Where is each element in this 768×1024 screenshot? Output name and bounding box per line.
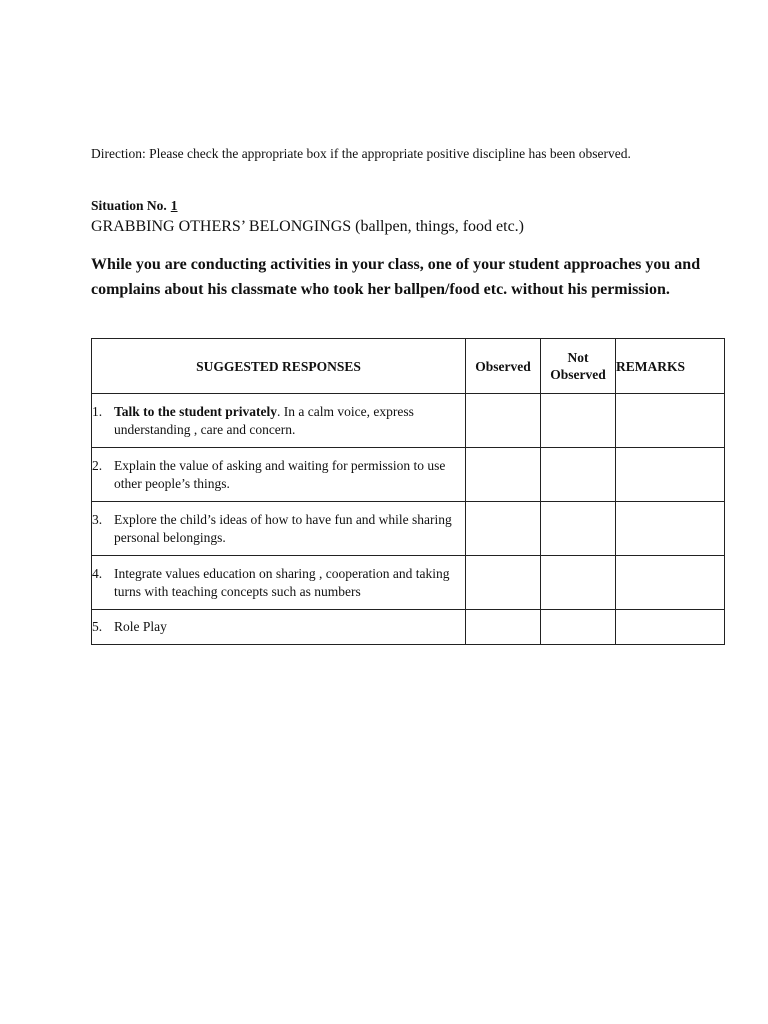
not-observed-checkbox-cell[interactable] [541, 394, 616, 448]
not-observed-checkbox-cell[interactable] [541, 448, 616, 502]
header-suggested-responses: SUGGESTED RESPONSES [92, 339, 466, 394]
header-not-observed-line1: Not [567, 350, 589, 365]
table-row [92, 502, 725, 556]
response-text: Role Play [114, 619, 167, 634]
response-number: 1. [92, 403, 103, 419]
table-header-row [92, 339, 725, 394]
table-row [92, 448, 725, 502]
response-text: Explore the child’s ideas of how to have fun and while sharing personal belongings. [114, 511, 452, 545]
table-row [92, 610, 725, 645]
response-cell [92, 556, 466, 610]
scenario-text: While you are conducting activities in your class, one of your student approaches you and complains about his classmate who took her ballpen/food etc. without his permission. [91, 256, 701, 298]
response-bold-text: Talk to the student privately [114, 403, 278, 419]
table-row [92, 394, 725, 448]
response-number: 4. [92, 565, 103, 581]
not-observed-checkbox-cell[interactable] [541, 502, 616, 556]
response-cell [92, 394, 466, 448]
observed-checkbox-cell[interactable] [466, 556, 541, 610]
response-text: Integrate values education on sharing , cooperation and taking turns with teaching concepts such as numbers [114, 565, 450, 599]
response-plain-text: . In a calm voice, express understanding , care and concern. [114, 403, 414, 437]
response-cell [92, 448, 466, 502]
direction-text: Direction: Please check the appropriate box if the appropriate positive discipline has been observed. [91, 146, 631, 161]
response-number: 2. [92, 457, 103, 473]
situation-number: 1 [170, 198, 178, 213]
situation-heading: GRABBING OTHERS’ BELONGINGS (ballpen, things, food etc.) [91, 218, 524, 235]
response-text [114, 403, 465, 439]
observed-checkbox-cell[interactable] [466, 610, 541, 645]
remarks-cell[interactable] [616, 502, 725, 556]
table-row [92, 556, 725, 610]
response-text: Explain the value of asking and waiting for permission to use other people’s things. [114, 457, 446, 491]
observed-checkbox-cell[interactable] [466, 448, 541, 502]
observed-checkbox-cell[interactable] [466, 394, 541, 448]
header-not-observed-line2: Observed [550, 367, 606, 382]
header-not-observed [541, 339, 616, 394]
remarks-cell[interactable] [616, 610, 725, 645]
not-observed-checkbox-cell[interactable] [541, 556, 616, 610]
not-observed-checkbox-cell[interactable] [541, 610, 616, 645]
responses-table [91, 338, 725, 645]
header-observed: Observed [466, 339, 541, 394]
response-number: 3. [92, 511, 103, 527]
header-remarks: REMARKS [616, 339, 725, 394]
response-number: 5. [92, 619, 103, 634]
situation-label [91, 198, 178, 214]
observed-checkbox-cell[interactable] [466, 502, 541, 556]
situation-label-text: Situation No. [91, 198, 167, 213]
response-cell [92, 610, 466, 645]
remarks-cell[interactable] [616, 556, 725, 610]
remarks-cell[interactable] [616, 448, 725, 502]
remarks-cell[interactable] [616, 394, 725, 448]
response-cell [92, 502, 466, 556]
